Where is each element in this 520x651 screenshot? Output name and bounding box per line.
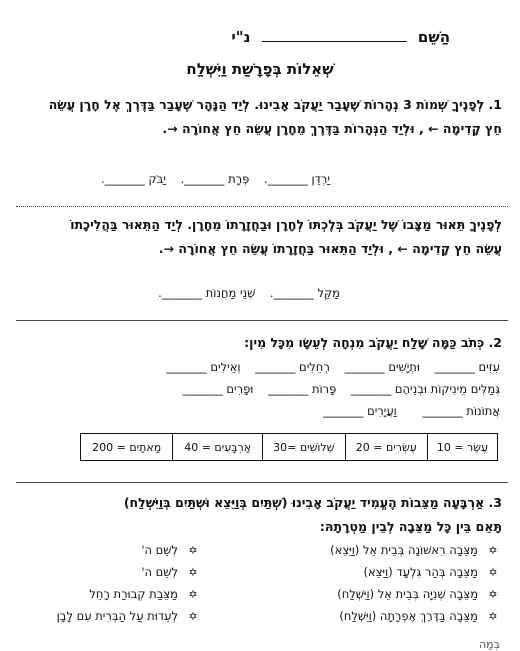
q1b-option[interactable]: שְׁנֵי מַחֲנוֹת _______. (158, 286, 256, 300)
q2-item[interactable]: אֲתוֹנוֹת _______ (422, 404, 500, 418)
q3-right-item[interactable]: ✡לְשֵׁם ה' (141, 543, 200, 557)
number-cell: מָאתַיִם = 200 (81, 434, 173, 461)
name-blank[interactable] (262, 29, 407, 42)
q3-right-item[interactable]: ✡לְעֵדוּת עַל הַבְּרִית עִם לָבָן (57, 609, 200, 623)
q2-number: 2. (488, 335, 502, 350)
q2-item[interactable]: וַעֲיָרִים _______ (323, 404, 397, 418)
q3-left-item[interactable]: ✡מַצֵּבָה שְׁנִיָּה בְּבֵית אֵל (וַיִּשְׁלַח) (337, 587, 500, 601)
q2-row (166, 360, 500, 374)
q1-number: 1. (488, 97, 502, 112)
q2-prompt-line (244, 331, 502, 355)
dotted-divider (16, 206, 508, 207)
q1-text (49, 93, 502, 141)
star-icon: ✡ (188, 544, 198, 557)
q3-left-item[interactable]: ✡מַצֵּבָה רִאשׁוֹנָה בְּבֵית אֵל (וַיֵּצֵא) (330, 543, 500, 557)
q1b-line2: עֲשֵׂה חֵץ קָדִימָה ← , וּלְיַד הַתֵּאוּר בַּחֲזָרָתוֹ עֲשֵׂה חֵץ אֲחוֹרָה →. (158, 241, 502, 256)
q2-item[interactable]: פָּרוֹת _______ (268, 382, 337, 396)
q2-item[interactable]: וּפָרִים _______ (182, 382, 254, 396)
q3-right-item[interactable]: ✡מַצֵּבַת קְבוּרַת רָחֵל (89, 587, 200, 601)
q3-number: 3. (488, 495, 502, 510)
q3-left-item[interactable]: ✡מַצֵּבָה בַּדֶּרֶךְ אֶפְרָתָה (וַיִּשְׁלַח) (339, 609, 500, 623)
q2-row (323, 404, 500, 418)
name-line (231, 28, 450, 46)
q1b-option[interactable]: מַקֵּל _______. (269, 286, 340, 300)
q1-options (101, 172, 330, 186)
q2-item[interactable]: גְּמַלִּים מֵינִיקוֹת וּבְנֵיהֶם _______ (350, 382, 500, 396)
star-icon: ✡ (488, 544, 498, 557)
number-cell: עֶשְׂרִים = 20 (345, 434, 427, 461)
q3-line1: אַרְבָּעָה מַצֵּבוֹת הֶעֱמִיד יַעֲקֹב אָבִינוּ (שְׁתַּיִם בְּוַיֵּצֵא וּשְׁתַּיִם בְּוַיִּשְׁלַח) (123, 495, 485, 510)
q1-option[interactable]: יַרְדֵּן _______. (263, 172, 330, 186)
section-divider (16, 320, 508, 321)
star-icon: ✡ (188, 588, 198, 601)
star-icon: ✡ (188, 566, 198, 579)
q1b-text (70, 213, 502, 261)
q3-right-item[interactable]: ✡לְשֵׁם ה' (141, 565, 200, 579)
star-icon: ✡ (488, 610, 498, 623)
q2-item[interactable]: וְאֵילִים _______ (166, 360, 241, 374)
star-icon: ✡ (188, 610, 198, 623)
number-cell: עֶשֶׂר = 10 (427, 434, 497, 461)
q1-option[interactable]: יַבֹּק _______. (100, 172, 166, 186)
q2-row (183, 382, 500, 396)
number-cell: אַרְבָּעִים = 40 (173, 434, 263, 461)
section-divider (16, 482, 508, 483)
star-icon: ✡ (488, 588, 498, 601)
q1-line2: חֵץ קָדִימָה ← , וּלְיַד הַנְּהָרוֹת בַּדֶּרֶךְ מֵחָרָן עֲשֵׂה חֵץ אֲחוֹרָה →. (162, 121, 502, 136)
q2-prompt: כְּתֹב כַּמָּה שָׁלַח יַעֲקֹב מִנְחָה לְעֵשָׂו מִכָּל מִין: (244, 335, 485, 350)
name-label: הַשֵּׁם (417, 28, 450, 46)
q1b-line1: לְפָנֶיךָ תֵּאוּר מַצָּבוֹ שֶׁל יַעֲקֹב בְּלֶכְתּוֹ לְחָרָן וּבַחֲזָרָתוֹ מֵחָרָן. לְיַד הַתֵּאוּר בַּהֲלִיכָתוֹ (70, 217, 502, 232)
q1-option[interactable]: פְּרָת _______. (180, 172, 250, 186)
q2-item[interactable]: וּתְיָשִׁים _______ (344, 360, 420, 374)
q2-item[interactable]: עִזִּים _______ (434, 360, 500, 374)
footer-fragment: בְּמַה (478, 638, 500, 651)
q1-line1: לְפָנֶיךָ שְׁמוֹת 3 נְהָרוֹת שֶׁעָבַר יַעֲקֹב אָבִינוּ. לְיַד הַנָּהָר שֶׁעָבַר בַּדֶּרֶךְ אֶל חָרָן עֲשֵׂה (48, 97, 485, 112)
number-cell: שְׁלוֹשִׁים =30 (262, 434, 345, 461)
q2-item[interactable]: רְחֵלִים _______ (255, 360, 330, 374)
q1b-options (158, 286, 340, 300)
q3-line2: תָּאֵם בֵּין כָּל מַצֵּבָה לְבֵין מַטְרָתָהּ: (319, 519, 502, 534)
number-reference-table (80, 433, 498, 461)
star-icon: ✡ (488, 566, 498, 579)
q3-left-item[interactable]: ✡מַצֵּבָה בְּהַר גִּלְעָד (וַיֵּצֵא) (364, 565, 500, 579)
q3-text (124, 491, 502, 539)
worksheet-title: שְׁאֵלוֹת בְּפָרָשַׁת וַיִּשְׁלַח (186, 60, 334, 78)
name-suffix: נ"י (231, 28, 251, 46)
